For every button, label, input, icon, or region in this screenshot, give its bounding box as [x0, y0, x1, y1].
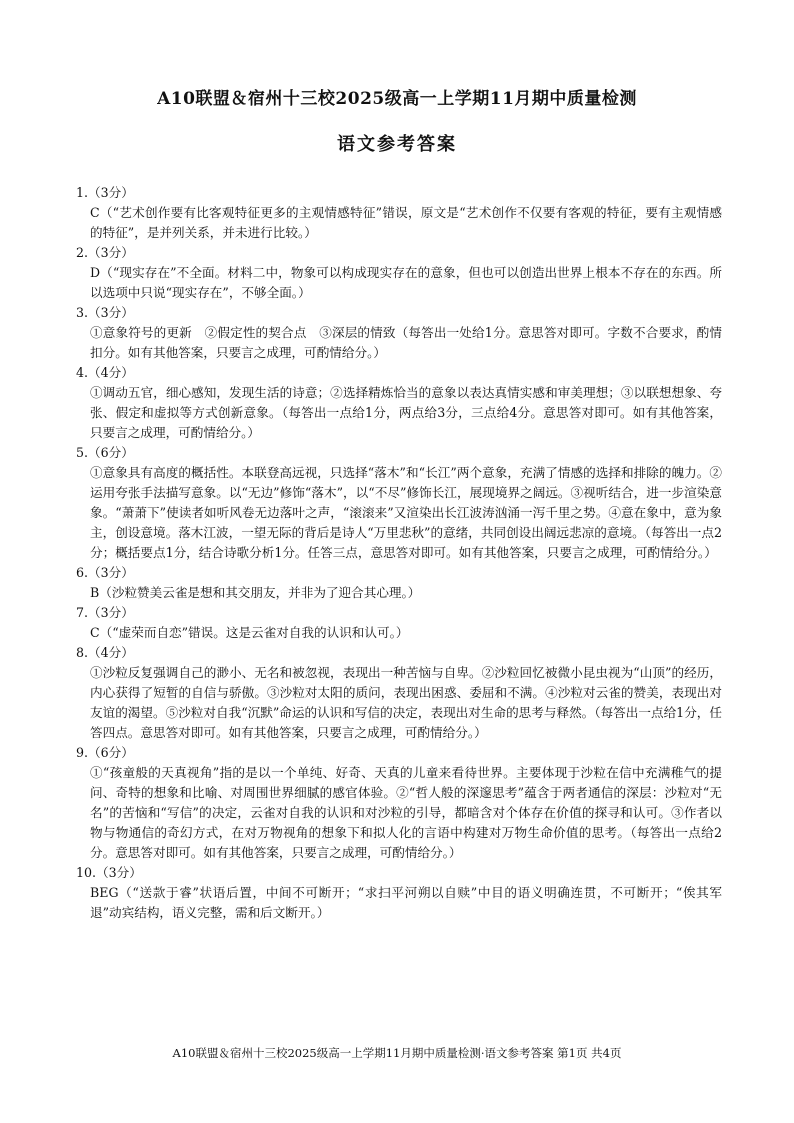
- answer-text: ①沙粒反复强调自己的渺小、无名和被忽视，表现出一种苦恼与自卑。②沙粒回忆被微小昆虫视为“山顶”的经历，内心获得了短暂的自信与骄傲。③沙粒对太阳的质问，表现出困惑、委屈和不满。④沙粒对云雀的赞美，表现出对友谊的渴望。⑤沙粒对自我“沉默”命运的认识和写信的决定，表现出对生命的思考与释然。（每答出一点给1分，任答四点。意思答对即可。如有其他答案，只要言之成理，可酌情给分。）: [90, 665, 722, 740]
- document-subtitle: 语文参考答案: [337, 134, 457, 155]
- answer-list: [76, 183, 722, 923]
- answer-text: D（“现实存在”不全面。材料二中，物象可以构成现实存在的意象，但也可以创造出世界上根本不存在的东西。所以选项中只说“现实存在”，不够全面。）: [90, 265, 722, 300]
- answer-item-3: [76, 303, 722, 363]
- question-number: 10.（3分）: [76, 865, 142, 880]
- answer-text: B（沙粒赞美云雀是想和其交朋友，并非为了迎合其心理。）: [90, 585, 421, 600]
- answer-item-8: [76, 643, 722, 743]
- answer-item-10: [76, 863, 722, 923]
- answer-text: ①意象具有高度的概括性。本联登高远视，只选择“落木”和“长江”两个意象，充满了情感的选择和排除的魄力。②运用夸张手法描写意象。以“无边”修饰“落木”，以“不尽”修饰长江，展现境界之阔远。③视听结合，进一步渲染意象。“萧萧下”使读者如听风卷无边落叶之声，“滚滚来”又渲染出长江波涛汹涌一泻千里之势。④意在象中，意为象主，创设意境。落木江波，一望无际的背后是诗人“万里悲秋”的意绪，共同创设出阔远悲凉的意境。（每答出一点2分；概括要点1分，结合诗歌分析1分。任答三点，意思答对即可。如有其他答案，只要言之成理，可酌情给分。）: [90, 465, 722, 560]
- answer-item-1: [76, 183, 722, 243]
- question-number: 9.（6分）: [76, 745, 134, 760]
- question-number: 3.（3分）: [76, 305, 134, 320]
- answer-item-9: [76, 743, 722, 863]
- question-number: 5.（6分）: [76, 445, 134, 460]
- answer-text: BEG（“送款于睿”状语后置，中间不可断开；“求扫平河朔以自赎”中目的语义明确连贯，不可断开；“俟其军退”动宾结构，语义完整，需和后文断开。）: [90, 885, 722, 920]
- question-number: 4.（4分）: [76, 365, 134, 380]
- question-number: 6.（3分）: [76, 565, 134, 580]
- document-title: A10联盟＆宿州十三校2025级高一上学期11月期中质量检测: [157, 89, 637, 109]
- answer-item-5: [76, 443, 722, 563]
- answer-item-7: [76, 603, 722, 643]
- answer-item-4: [76, 363, 722, 443]
- answer-text: C（“艺术创作要有比客观特征更多的主观情感特征”错误，原文是“艺术创作不仅要有客观的特征，要有主观情感的特征”，是并列关系，并未进行比较。）: [90, 205, 722, 240]
- question-number: 2.（3分）: [76, 245, 134, 260]
- answer-text: C（“虚荣而自恋”错误。这是云雀对自我的认识和认可。）: [90, 625, 409, 640]
- page-footer: A10联盟＆宿州十三校2025级高一上学期11月期中质量检测·语文参考答案 第1页 共4页: [172, 1046, 622, 1060]
- answer-text: ①调动五官，细心感知，发现生活的诗意；②选择精炼恰当的意象以表达真情实感和审美理想；③以联想想象、夸张、假定和虚拟等方式创新意象。（每答出一点给1分，两点给3分，三点给4分。意思答对即可。如有其他答案，只要言之成理，可酌情给分。）: [90, 385, 722, 440]
- answer-item-2: [76, 243, 722, 303]
- answer-text: ①“孩童般的天真视角”指的是以一个单纯、好奇、天真的儿童来看待世界。主要体现于沙粒在信中充满稚气的提问、奇特的想象和比喻、对周围世界细腻的感官体验。②“哲人般的深邃思考”蕴含于两者通信的深层：沙粒对“无名”的苦恼和“写信”的决定，云雀对自我的认识和对沙粒的引导，都暗含对个体存在价值的探寻和认可。③作者以物与物通信的奇幻方式，在对万物视角的想象下和拟人化的言语中构建对万物生命价值的思考。（每答出一点给2分。意思答对即可。如有其他答案，只要言之成理，可酌情给分。）: [90, 765, 722, 860]
- question-number: 7.（3分）: [76, 605, 134, 620]
- question-number: 1.（3分）: [76, 185, 134, 200]
- answer-text: ①意象符号的更新 ②假定性的契合点 ③深层的情致（每答出一处给1分。意思答对即可。字数不合要求，酌情扣分。如有其他答案，只要言之成理，可酌情给分。）: [90, 325, 722, 360]
- question-number: 8.（4分）: [76, 645, 134, 660]
- answer-item-6: [76, 563, 722, 603]
